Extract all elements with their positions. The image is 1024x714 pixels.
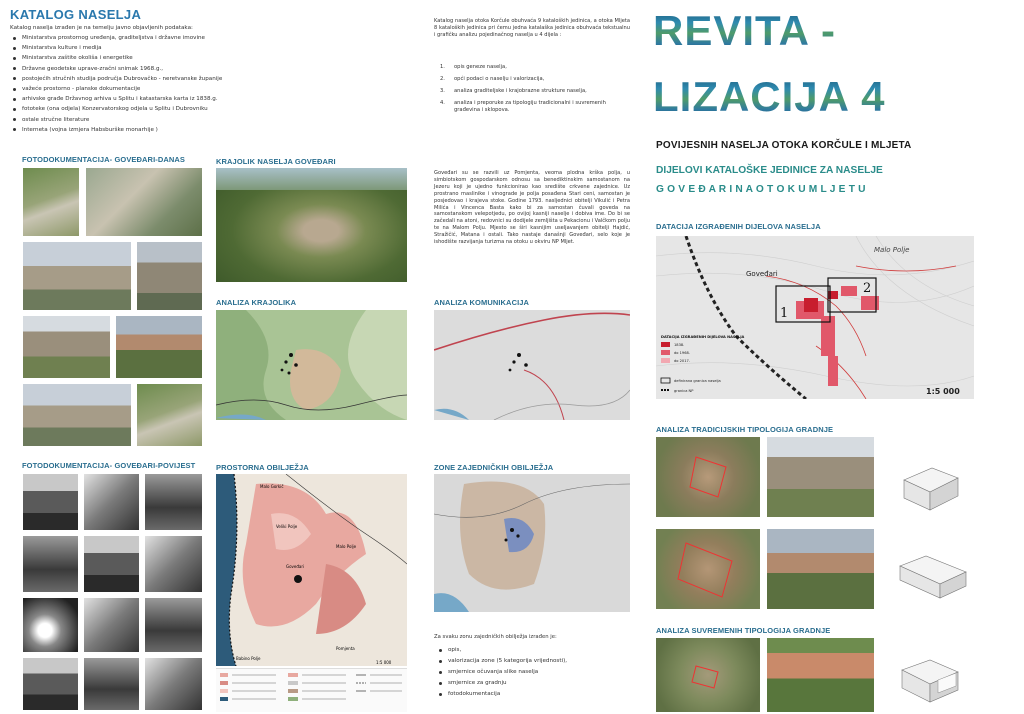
- photo: [86, 168, 202, 236]
- list-item: Ministarstva kulture i medija: [12, 43, 222, 53]
- photo: [145, 598, 202, 652]
- catalog-source-list: [12, 33, 222, 135]
- list-item: 4. analiza i preporuke za tipologiju tradicionalni i suvremenih građevina i sklopova.: [440, 100, 606, 113]
- list-item: valorizacija zone (5 kategorija vrijednosti),: [438, 656, 567, 667]
- aerial-photo: [656, 638, 760, 712]
- list-item: 3. analiza graditeljske i krajobrazne strukture naselja,: [440, 88, 587, 94]
- map-label: Pomjenta: [336, 646, 355, 651]
- section-title-krajolik: KRAJOLIK NASELJA GOVEĐARI: [216, 157, 336, 166]
- aerial-photo: [216, 168, 407, 282]
- map-label: Goveđari: [286, 564, 305, 569]
- photo: [84, 536, 139, 592]
- landscape-map: [216, 310, 407, 420]
- map-label: Veliki Polje: [276, 524, 298, 529]
- list-item: Ministarstva zaštite okoliša i energetike: [12, 53, 222, 63]
- section-title-foto-danas: FOTODOKUMENTACIJA- GOVEĐARI-DANAS: [22, 155, 186, 164]
- photo: [23, 598, 78, 652]
- list-item: 1. opis geneze naselja,: [440, 64, 507, 70]
- photo: [23, 658, 78, 710]
- legend-title: DATACIJA IZGRAĐENIH DIJELOVA NASELJA: [661, 335, 745, 339]
- catalog-steps: [440, 64, 632, 119]
- unit-title: DIJELOVI KATALOŠKE JEDINICE ZA NASELJE: [656, 165, 883, 176]
- communication-map: [434, 310, 630, 420]
- list-item: smjernice očuvanja slike naselja: [438, 667, 567, 678]
- isometric-house-icon: [892, 640, 972, 710]
- list-item: opis,: [438, 645, 567, 656]
- photo: [23, 242, 131, 310]
- photo: [23, 536, 78, 592]
- photo: [84, 658, 139, 710]
- zone-list: [438, 645, 567, 700]
- catalog-title: KATALOG NASELJA: [10, 7, 142, 22]
- aerial-photo: [656, 437, 760, 517]
- photo: [23, 474, 78, 530]
- section-title-datacija: DATACIJA IZGRAĐENIH DIJELOVA NASELJA: [656, 222, 821, 231]
- list-item: fotodokumentacija: [438, 689, 567, 700]
- section-title-foto-povijest: FOTODOKUMENTACIJA- GOVEĐARI-POVIJEST: [22, 461, 196, 470]
- catalog-description: Katalog naselja otoka Korčule obuhvaća 9 kataloških jedinica, a otoka Mljeta 8 kataloških jedinica pri čemu jedna katalaška jedinica obuhvaća tekstualnu i grafičku analizu pojedinačnog naselja u 4 dijela :: [434, 18, 630, 38]
- list-item: 2. opći podaci o naselju i valorizacija,: [440, 76, 545, 82]
- isometric-house-icon: [892, 532, 972, 607]
- list-item: arhivske građe Državnog arhiva u Splitu i katastarska karta iz 1838.g.: [12, 94, 222, 104]
- photo: [767, 638, 874, 712]
- legend-label: 1838.: [674, 343, 685, 347]
- poster-title-line1: REVITA -: [653, 7, 836, 54]
- photo: [116, 316, 202, 378]
- zone-number: 2: [863, 281, 872, 296]
- poster-subtitle: POVIJESNIH NASELJA OTOKA KORČULE I MLJETA: [656, 140, 912, 151]
- catalog-intro: Katalog naselja izrađen je na temelju javno objavljenih podataka:: [10, 25, 193, 31]
- map-scale: 1:5 000: [926, 387, 960, 396]
- aerial-photo: [656, 529, 760, 609]
- photo: [23, 316, 110, 378]
- poster-title-line2: LIZACIJA 4: [653, 73, 886, 120]
- list-item: fototeke (ona odjela) Konzervatorskog odjela u Splitu i Dubrovniku: [12, 104, 222, 114]
- settlement-title: G O V E Đ A R I N A O T O K U M L J E T U: [656, 184, 866, 195]
- photo: [23, 168, 79, 236]
- zone-number: 1: [780, 306, 789, 321]
- list-item: Državne geodetske uprave-zračni snimak 1968.g.,: [12, 64, 222, 74]
- section-title-suvremene: ANALIZA SUVREMENIH TIPOLOGIJA GRADNJE: [656, 626, 831, 635]
- legend-label: do 1968.: [674, 351, 690, 355]
- section-title-tradicijske: ANALIZA TRADICIJSKIH TIPOLOGIJA GRADNJE: [656, 425, 834, 434]
- legend-label: granica NP: [674, 389, 694, 393]
- list-item: postojećih stručnih studija područja Dubrovačko - neretvanske županije: [12, 74, 222, 84]
- map-label: Malo Polje: [874, 246, 910, 254]
- photo: [145, 658, 202, 710]
- photo: [145, 536, 202, 592]
- list-item: važeće prostorno - planske dokumentacije: [12, 84, 222, 94]
- list-item: Interneta (vojna izmjera Habsburške monarhije ): [12, 125, 222, 135]
- section-title-zone: ZONE ZAJEDNIČKIH OBILJEŽJA: [434, 463, 554, 472]
- zone-list-intro: Za svaku zonu zajedničkih obilježja izrađen je:: [434, 634, 557, 640]
- map-label: Goveđari: [746, 270, 778, 278]
- map-label: Babino Polje: [236, 656, 261, 661]
- map-label: Malo Polje: [336, 544, 357, 549]
- zones-map: [434, 474, 630, 612]
- dating-map: [656, 236, 974, 399]
- photo: [137, 384, 202, 446]
- photo: [767, 437, 874, 517]
- map-legend: [216, 668, 407, 712]
- section-title-analiza-krajolika: ANALIZA KRAJOLIKA: [216, 298, 297, 307]
- section-title-analiza-komunikacija: ANALIZA KOMUNIKACIJA: [434, 298, 530, 307]
- photo: [145, 474, 202, 530]
- legend-label: definirana granica naselja: [674, 379, 721, 383]
- list-item: smjernice za gradnju: [438, 678, 567, 689]
- photo: [137, 242, 202, 310]
- list-item: ostale stručne literature: [12, 115, 222, 125]
- legend-label: do 2017.: [674, 359, 690, 363]
- settlement-description: Goveđari su se razvili uz Pomjenta, veoma plodna krška polja, u simbiotskom gospodarskom odnosu sa benediktinskim samostanom na Jezeru koji je ujedno funkcionirao kao središte crkvene zajednice. Uz prostrano maslinike i vinograde je polja posađena Stari ceni, samostan je posjedovao i krajeva stoke. Godine 1793. nasljednici obitelji Vikulić i Petra Milića i Vincenca Basta kako bi za samostan čuvali goveda na samostanskom velepotjedu, po ovijoj kasniji naselje i dobiva ime. Do bi se začedali na atoni, redovnici su dodijele zemljišta u Pekacionu i Valčkom polju te na Malom Polju. Mjesto se širi kasnijim useljavanjem obitelji Hajdić, Stražičić, Matana i ostali. Tako nastaje današnji Goveđari, selo koje je ishodište razvijanja turizma na otoku u okviru NP Mljet.: [434, 170, 630, 246]
- spatial-map: [216, 474, 407, 666]
- map-scale: 1:5 000: [376, 660, 392, 665]
- photo: [84, 598, 139, 652]
- photo: [767, 529, 874, 609]
- isometric-house-icon: [892, 440, 972, 515]
- map-label: Malo Gorkič: [260, 484, 284, 489]
- section-title-prostorna: PROSTORNA OBILJEŽJA: [216, 463, 309, 472]
- list-item: Ministarstva prostornog uređenja, graditeljstva i državne imovine: [12, 33, 222, 43]
- photo: [23, 384, 131, 446]
- photo: [84, 474, 139, 530]
